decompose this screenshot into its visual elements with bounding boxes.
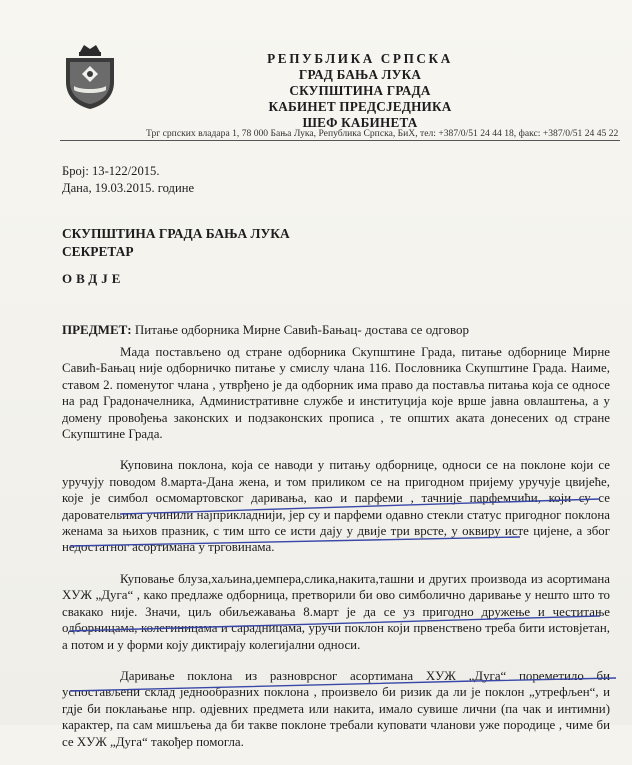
institution-header	[200, 51, 520, 131]
recipient-line-2: СЕКРЕТАР	[62, 244, 134, 259]
letter-body	[62, 344, 610, 765]
header-line-chief: ШЕФ КАБИНЕТА	[302, 115, 418, 130]
recipient-block	[62, 225, 290, 261]
header-divider	[60, 140, 620, 141]
header-line-republic: РЕПУБЛИКА СРПСКА	[267, 51, 453, 66]
subject-line	[62, 322, 469, 338]
city-coat-of-arms-icon	[62, 42, 118, 110]
header-line-cabinet: КАБИНЕТ ПРЕДСЈЕДНИКА	[268, 99, 452, 114]
here-label: ОВДЈЕ	[62, 271, 125, 286]
contact-address: Трг српских владара 1, 78 000 Бања Лука, Република Српска, БиХ, тел: +387/0/51 24 44 18, факс: +387/0/51 24 45 22	[146, 128, 619, 139]
document-meta	[62, 163, 194, 197]
recipient-line-1: СКУПШТИНА ГРАДА БАЊА ЛУКА	[62, 226, 290, 241]
subject-text: Питање одборника Мирне Савић-Бањац- достава се одговор	[131, 322, 469, 337]
document-date: Дана, 19.03.2015. године	[62, 181, 195, 195]
paragraph-1: Мада постављено од стране одборника Скупштине Града, питање одборнице Мирне Савић-Бањац није одборничко питање у смислу члана 116. Пословника Скупштине Града. Наиме, ставом 2. поменутог члана , утврђено је да одборник има право да поставља питања која се односе на рад Градоначелника, Административне службе и институција које врше јавна овлаштења, а у домену провођења законских и подзаконских прописа , те општих аката донесених од стране Скупштине Града.	[62, 345, 610, 442]
document-number: Број: 13-122/2015.	[62, 164, 160, 178]
paragraph-3: Куповање блуза,хаљина,џемпера,слика,накита,ташни и других производа из асортимана ХУЖ „Дуга“ , како предлаже одборница, претворили би ово симболично даривање у нешто што то свакако није. Значи, циљ обиљежавања 8.март је да се уз пригодно дружење и честитање одборницама, колегиницама и сарадницама, уручи поклон који првенствено треба бити истовјетан, а потом и у форми коју диктирају колегијални односи.	[62, 571, 610, 652]
paragraph-4: Даривање поклона из разноврсног асортимана ХУЖ „Дуга“ пореметило би успостављени склад једнообразних поклона , произвело би ризик да ли је поклон „утрефљен“, и гдје би поклањање нпр. одјевних предмета или накита, имало сувише лични (па чак и интимни) карактер, па сам мишљења да би такве поклоне требали куповати чланови уже породице , чиме би се ХУЖ „Дуга“ такођер помогла.	[62, 668, 610, 749]
header-line-assembly: СКУПШТИНА ГРАДА	[289, 83, 431, 98]
subject-label: ПРЕДМЕТ:	[62, 322, 132, 337]
paragraph-2: Куповина поклона, која се наводи у питању одборнице, односи се на поклоне који се уручују поводом 8.марта-Дана жена, и том приликом се на пригодном пријему уручује цвијеће, које је симбол осмомартовског даривања, као и парфеми , тачније парфемчићи, који су се даровательима учинили најприкладнији, јер су и парфеми одавно стекли статус пригодног поклона женама за њихов празник, с тим што се исти дају у двије три врсте, у оквиру исте цијене, а због недостатног асортимана у трговинама.	[62, 458, 610, 555]
header-line-city: ГРАД БАЊА ЛУКА	[298, 67, 422, 82]
